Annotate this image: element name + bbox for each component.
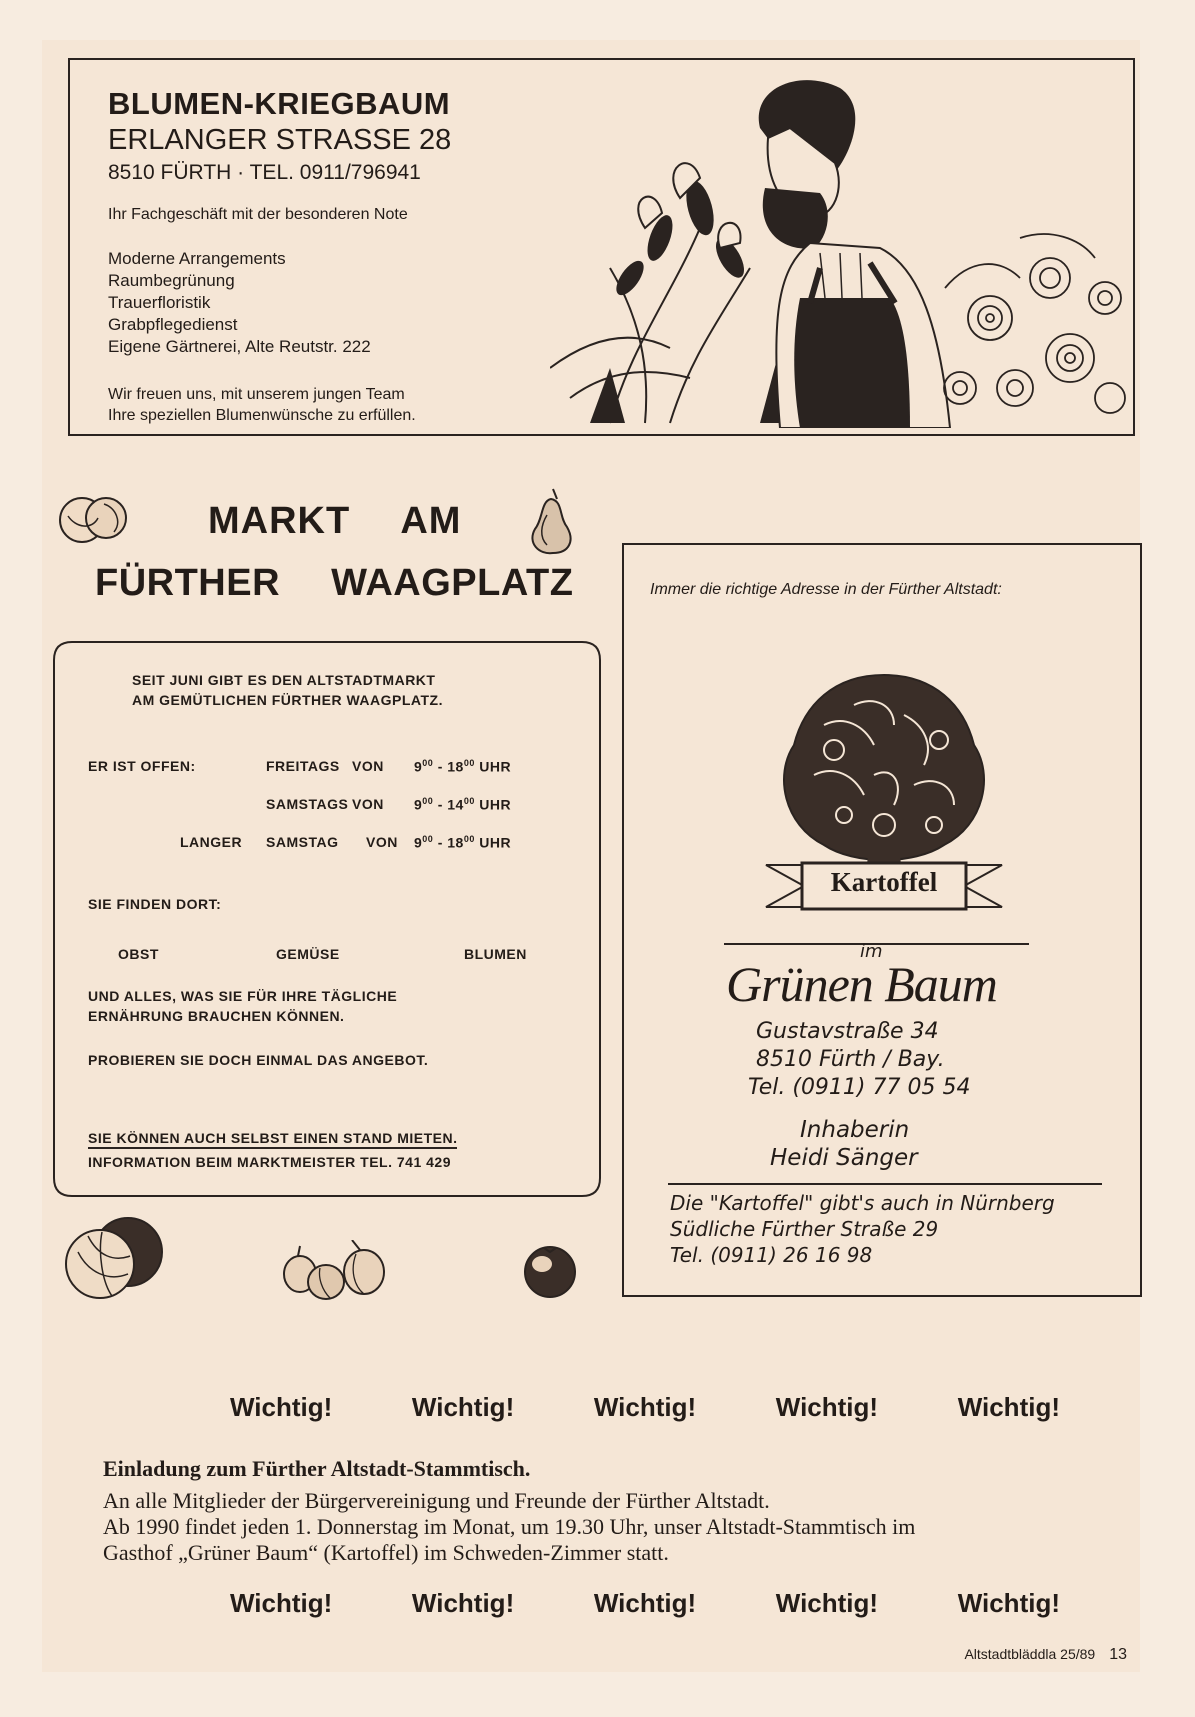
wichtig-label: Wichtig! — [230, 1392, 333, 1422]
page-footer — [964, 1646, 1127, 1664]
florist-ad — [68, 58, 1135, 436]
hour-from: 9 — [414, 758, 423, 775]
market-hours-day: SAMSTAG — [266, 834, 339, 850]
hour-from: 9 — [414, 796, 423, 813]
minute-to: 00 — [463, 758, 475, 768]
page-number: 13 — [1109, 1646, 1127, 1663]
tomato-illustration — [522, 1240, 578, 1302]
wichtig-label: Wichtig! — [775, 1588, 879, 1618]
kartoffel-phone: Tel. (0911) 77 05 54 — [748, 1075, 971, 1100]
market-hours-von: VON — [352, 796, 384, 812]
kartoffel-ad — [622, 543, 1142, 1297]
florist-service: Raumbegrünung — [108, 271, 235, 290]
market-title-line1: MARKT AM — [208, 500, 462, 542]
wichtig-label: Wichtig! — [593, 1392, 697, 1422]
market-box-frame — [52, 640, 602, 1202]
florist-service: Eigene Gärtnerei, Alte Reutstr. 222 — [108, 337, 371, 356]
stammtisch-title: Einladung zum Fürther Altstadt-Stammtisch. — [103, 1456, 531, 1481]
market-hours-time: $9^{00} - 18^{00}$ UHR — [414, 758, 512, 775]
market-hours-day: FREITAGS — [266, 758, 340, 774]
market-rent-line: SIE KÖNNEN AUCH SELBST EINEN STAND MIETEN. — [88, 1130, 457, 1149]
florist-team-text — [108, 384, 416, 426]
kartoffel-branch-line3: Tel. (0911) 26 16 98 — [670, 1243, 873, 1267]
publication-name: Altstadtbläddla 25/89 — [964, 1646, 1096, 1662]
hour-unit: UHR — [479, 758, 512, 775]
market-info-box — [52, 640, 602, 1202]
market-try-line: PROBIEREN SIE DOCH EINMAL DAS ANGEBOT. — [88, 1052, 429, 1068]
market-good: BLUMEN — [464, 946, 527, 962]
market-intro-line2: AM GEMÜTLICHEN FÜRTHER WAAGPLATZ. — [132, 692, 443, 708]
florist-name: BLUMEN-KRIEGBAUM — [108, 86, 451, 121]
market-everything-line2: ERNÄHRUNG BRAUCHEN KÖNNEN. — [88, 1008, 345, 1024]
market-intro-line1: SEIT JUNI GIBT ES DEN ALTSTADTMARKT — [132, 672, 436, 688]
kartoffel-im: im — [860, 941, 883, 962]
kartoffel-branch-line2: Südliche Fürther Straße 29 — [670, 1217, 939, 1241]
market-hours-time: $9^{00} - 14^{00}$ UHR — [414, 796, 512, 813]
market-hours-von: VON — [366, 834, 398, 850]
florist-city-phone: 8510 FÜRTH · TEL. 0911/796941 — [108, 161, 421, 184]
hour-from: 9 — [414, 834, 423, 851]
cabbage-illustration — [58, 1212, 168, 1302]
wichtig-label: Wichtig! — [957, 1392, 1060, 1422]
florist-service: Grabpflegedienst — [108, 315, 238, 334]
market-good: OBST — [118, 946, 159, 962]
hour-unit: UHR — [479, 834, 512, 851]
pear-illustration — [525, 485, 577, 557]
kartoffel-branch-divider — [668, 1183, 1102, 1185]
market-hours-von: VON — [352, 758, 384, 774]
market-find-label: SIE FINDEN DORT: — [88, 896, 222, 912]
market-hours-time: $9^{00} - 18^{00}$ UHR — [414, 834, 512, 851]
kartoffel-street: Gustavstraße 34 — [756, 1019, 939, 1044]
wichtig-label: Wichtig! — [230, 1588, 333, 1618]
market-hours-day: SAMSTAGS — [266, 796, 349, 812]
kartoffel-heading: Immer die richtige Adresse in der Fürther Altstadt: — [650, 581, 1002, 598]
florist-team-line: Ihre speziellen Blumenwünsche zu erfüllen. — [108, 407, 416, 424]
minute-to: 00 — [463, 834, 475, 844]
onions-illustration — [280, 1240, 390, 1302]
stammtisch-line2: Ab 1990 findet jeden 1. Donnerstag im Monat, um 19.30 Uhr, unser Altstadt-Stammtisch im — [103, 1514, 916, 1539]
wichtig-row-top — [230, 1392, 1060, 1423]
kartoffel-branch-line1: Die "Kartoffel" gibt's auch in Nürnberg — [670, 1191, 1055, 1215]
kartoffel-owner-name: Heidi Sänger — [770, 1145, 918, 1171]
market-open-label: ER IST OFFEN: — [88, 758, 196, 774]
apple-illustration — [58, 488, 130, 546]
kartoffel-name: Grünen Baum — [726, 956, 997, 1012]
market-info-line: INFORMATION BEIM MARKTMEISTER TEL. 741 429 — [88, 1154, 451, 1170]
market-everything-line1: UND ALLES, WAS SIE FÜR IHRE TÄGLICHE — [88, 988, 398, 1004]
wichtig-label: Wichtig! — [411, 1588, 515, 1618]
minute-from: 00 — [422, 758, 434, 768]
florist-service: Trauerfloristik — [108, 293, 211, 312]
stammtisch-line1: An alle Mitglieder der Bürgervereinigung und Freunde der Fürther Altstadt. — [103, 1488, 770, 1513]
market-title-line2: FÜRTHER WAAGPLATZ — [95, 562, 574, 604]
florist-services — [108, 248, 371, 358]
kartoffel-city: 8510 Fürth / Bay. — [756, 1047, 945, 1072]
hour-to: 14 — [447, 796, 464, 813]
gardener-illustration — [550, 68, 1130, 428]
market-good: GEMÜSE — [276, 946, 340, 962]
minute-from: 00 — [422, 834, 434, 844]
kartoffel-owner-label: Inhaberin — [800, 1117, 910, 1143]
hour-unit: UHR — [479, 796, 512, 813]
wichtig-label: Wichtig! — [411, 1392, 515, 1422]
hour-to: 18 — [447, 834, 464, 851]
wichtig-label: Wichtig! — [593, 1588, 697, 1618]
florist-team-line: Wir freuen uns, mit unserem jungen Team — [108, 386, 405, 403]
minute-from: 00 — [422, 796, 434, 806]
minute-to: 00 — [463, 796, 475, 806]
hour-to: 18 — [447, 758, 464, 775]
stammtisch-line3: Gasthof „Grüner Baum“ (Kartoffel) im Schweden-Zimmer statt. — [103, 1540, 669, 1565]
wichtig-label: Wichtig! — [957, 1588, 1060, 1618]
florist-service: Moderne Arrangements — [108, 249, 286, 268]
florist-tagline: Ihr Fachgeschäft mit der besonderen Note — [108, 206, 408, 223]
wichtig-row-bottom — [230, 1588, 1060, 1619]
kartoffel-logo-label: Kartoffel — [830, 867, 938, 897]
wichtig-label: Wichtig! — [775, 1392, 879, 1422]
market-hours-prefix: LANGER — [180, 834, 243, 850]
florist-street: ERLANGER STRASSE 28 — [108, 124, 452, 156]
